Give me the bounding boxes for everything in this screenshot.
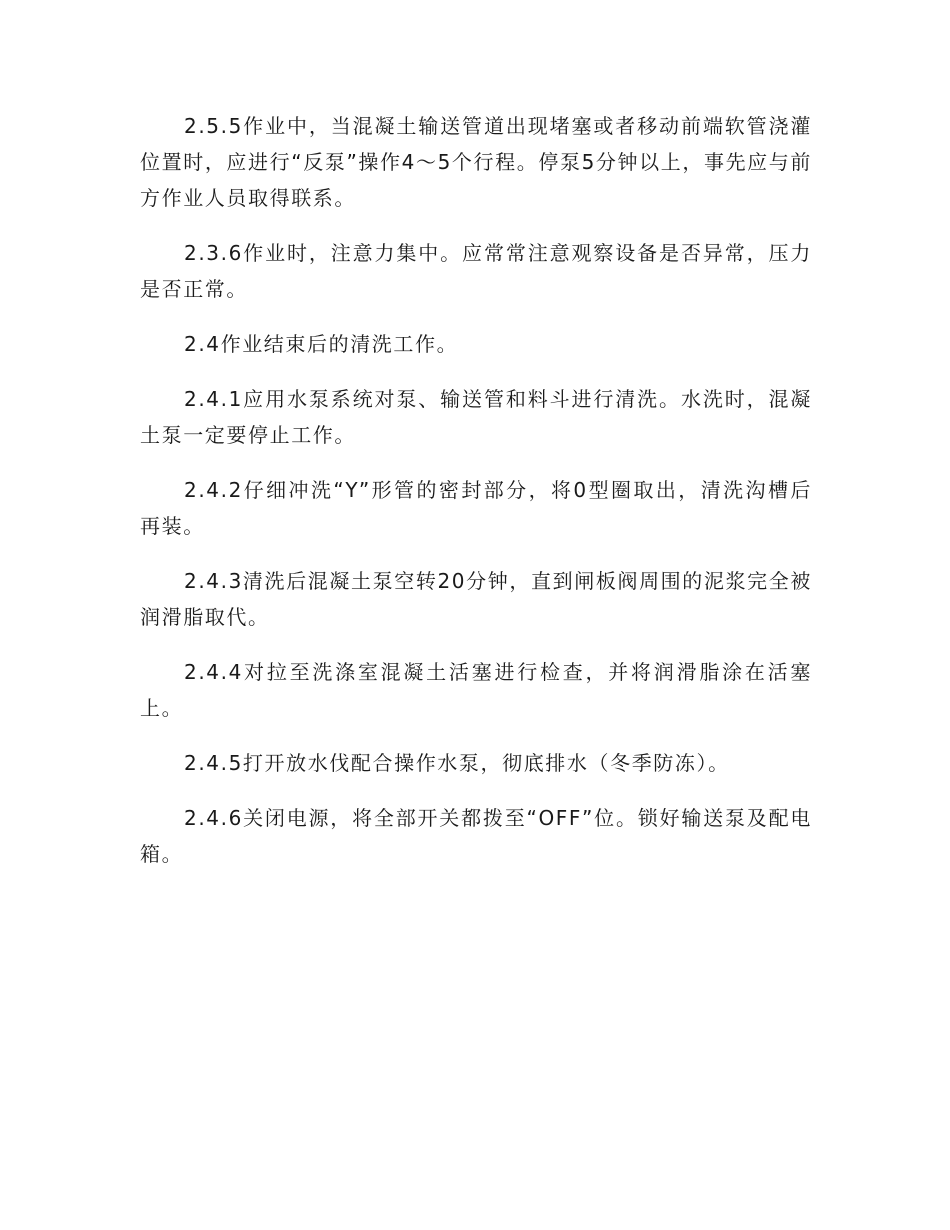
paragraph-2-4-6: 2.4.6关闭电源，将全部开关都拨至“OFF”位。锁好输送泵及配电箱。 [140, 806, 812, 866]
document-body [140, 108, 812, 891]
paragraph-2-5-5: 2.5.5作业中，当混凝土输送管道出现堵塞或者移动前端软管浇灌位置时，应进行“反泵”操作4～5个行程。停泵5分钟以上，事先应与前方作业人员取得联系。 [140, 114, 812, 210]
paragraph-2-4-5: 2.4.5打开放水伐配合操作水泵，彻底排水（冬季防冻）。 [184, 751, 730, 775]
paragraph-2-4-3: 2.4.3清洗后混凝土泵空转20分钟，直到闸板阀周围的泥浆完全被润滑脂取代。 [140, 569, 812, 629]
paragraph-2-3-6: 2.3.6作业时，注意力集中。应常常注意观察设备是否异常，压力是否正常。 [140, 241, 812, 301]
paragraph-2-4-2: 2.4.2仔细冲洗“Y”形管的密封部分，将0型圈取出，清洗沟槽后再装。 [140, 478, 812, 538]
paragraph-2-4: 2.4作业结束后的清洗工作。 [184, 332, 459, 356]
paragraph-2-4-4: 2.4.4对拉至洗涤室混凝土活塞进行检查，并将润滑脂涂在活塞上。 [140, 660, 812, 720]
paragraph-2-4-1: 2.4.1应用水泵系统对泵、输送管和料斗进行清洗。水洗时，混凝土泵一定要停止工作。 [140, 387, 812, 447]
